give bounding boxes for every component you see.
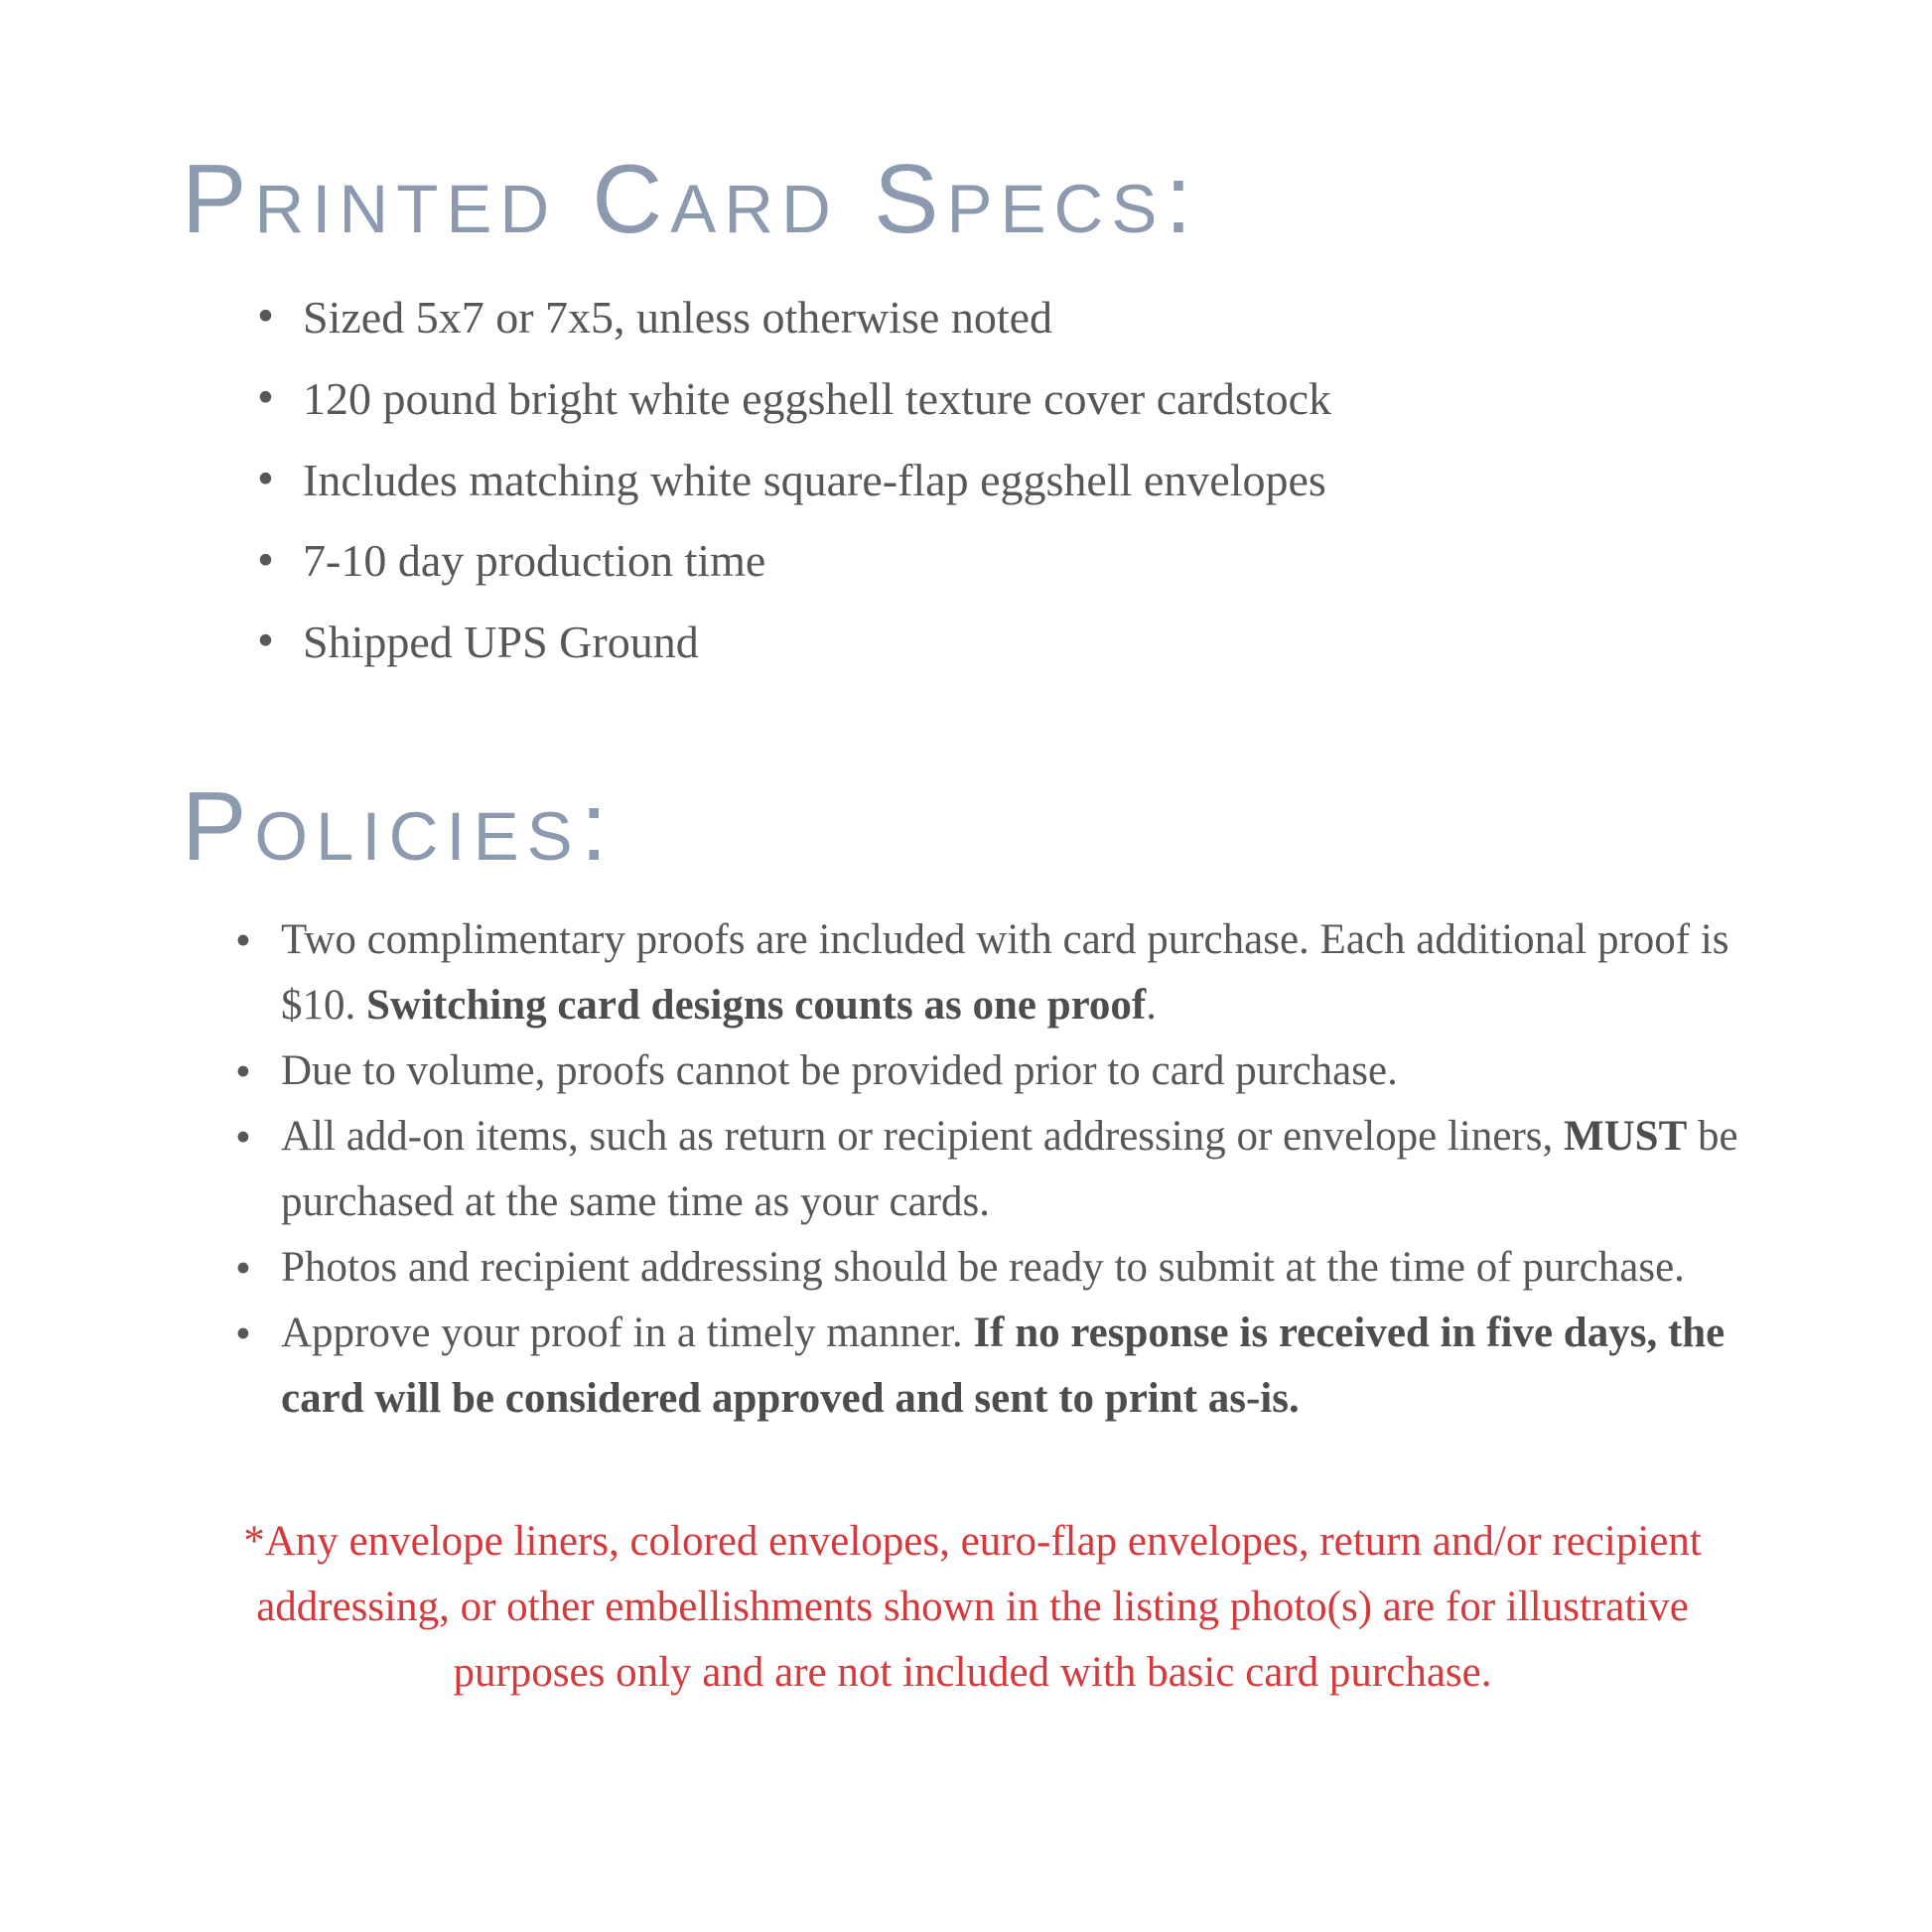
- policy-item: [221, 1301, 1740, 1432]
- policy-text: Due to volume, proofs cannot be provided prior to card purchase.: [281, 1046, 1398, 1094]
- spec-item: • Shipped UPS Ground: [243, 617, 1763, 669]
- disclaimer-text: *Any envelope liners, colored envelopes, euro-flap envelopes, return and/or recipient addressing, or other embellishments shown in the listing photo(s) are for illustrative purposes only and are not included with basic card purchase.: [243, 1517, 1702, 1696]
- policy-text-bold: Switching card designs counts as one proof: [366, 981, 1147, 1029]
- policy-item: [221, 907, 1740, 1038]
- spec-item: • 120 pound bright white eggshell texture cover cardstock: [243, 373, 1763, 426]
- spec-item: • Includes matching white square-flap eggshell envelopes: [243, 455, 1763, 507]
- policy-text: Approve your proof in a timely manner.: [281, 1309, 974, 1356]
- spec-item: • Sized 5x7 or 7x5, unless otherwise noted: [243, 292, 1763, 345]
- policy-text-bold: MUST: [1564, 1112, 1688, 1160]
- policy-text: Two complimentary proofs are included with card purchase. Each additional proof is $10.: [281, 915, 1729, 1029]
- spec-item: • 7-10 day production time: [243, 535, 1763, 588]
- policy-item: [221, 1235, 1740, 1301]
- policy-text: be purchased at the same time as your cards.: [281, 1112, 1738, 1225]
- policy-text: .: [1146, 981, 1158, 1029]
- specs-list: [243, 292, 1763, 669]
- policies-heading: Policies:: [182, 771, 616, 882]
- specs-heading: Printed Card Specs:: [182, 144, 1200, 253]
- policy-text-bold: If no response is received in five days, the card will be considered approved and sent to print as-is.: [281, 1309, 1725, 1422]
- policy-item: [221, 1038, 1740, 1104]
- policy-text: All add-on items, such as return or recipient addressing or envelope liners,: [281, 1112, 1565, 1160]
- policies-list: [221, 907, 1740, 1432]
- policy-item: [221, 1104, 1740, 1235]
- policy-text: Photos and recipient addressing should be ready to submit at the time of purchase.: [281, 1243, 1685, 1291]
